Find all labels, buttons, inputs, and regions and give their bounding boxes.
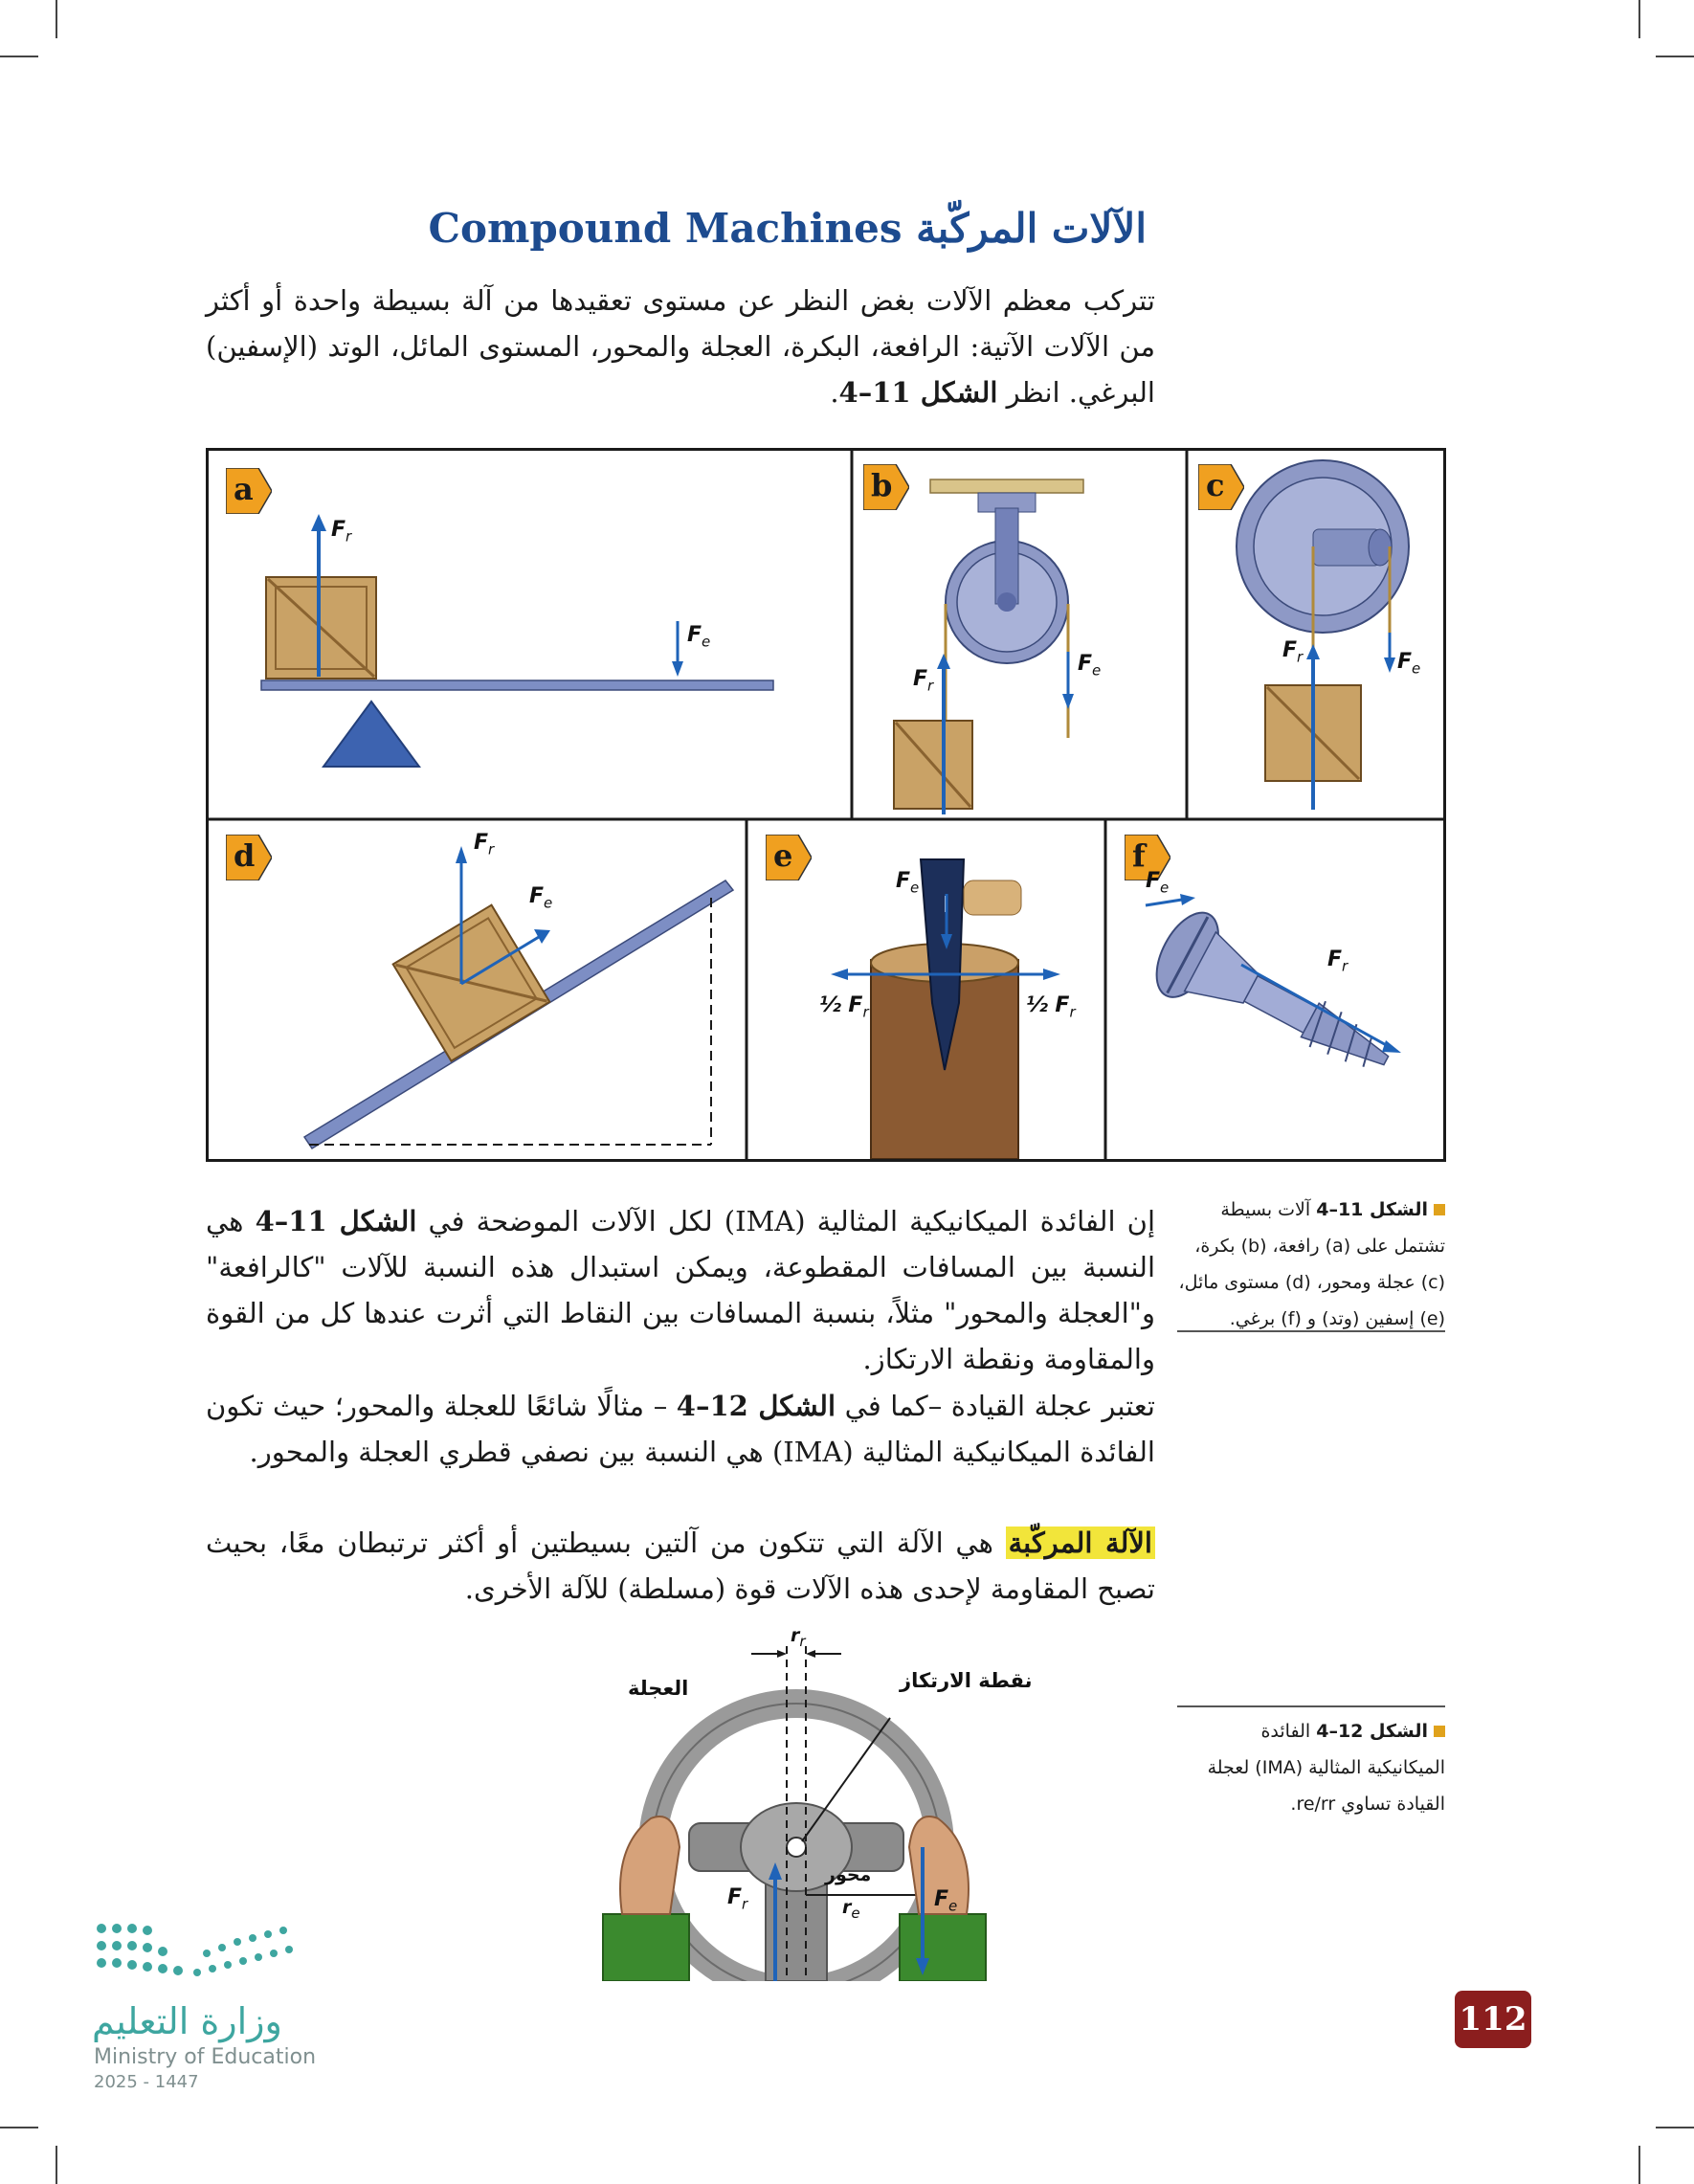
caption-label: الشكل 12–4 bbox=[1316, 1721, 1428, 1742]
figure-12-caption bbox=[1177, 1713, 1445, 1822]
crop-mark bbox=[56, 0, 57, 38]
panel-a-lever bbox=[209, 451, 850, 817]
label-fr: $F_r$ bbox=[727, 1885, 748, 1913]
caption-marker bbox=[1434, 1726, 1445, 1737]
label-fr: $F_r$ bbox=[1327, 947, 1349, 975]
figure-12-4 bbox=[574, 1627, 1110, 1981]
figure-11-caption bbox=[1177, 1192, 1445, 1337]
edition-year: 2025 - 1447 bbox=[94, 2072, 199, 2092]
panel-f-screw bbox=[1107, 821, 1443, 1159]
figure-reference[interactable]: الشكل 12–4 bbox=[676, 1390, 836, 1422]
lever-illustration bbox=[209, 451, 850, 817]
label-axle: محور bbox=[825, 1864, 872, 1885]
crop-mark bbox=[1656, 2127, 1694, 2128]
label-fr: $F_r$ bbox=[1282, 638, 1304, 666]
label-fe: $F_e$ bbox=[529, 884, 553, 912]
ministry-logo-icon bbox=[92, 1919, 302, 1991]
panel-e-wedge bbox=[748, 821, 1103, 1159]
tag-e: e bbox=[766, 835, 812, 880]
ministry-name-ar: وزارة التعليم bbox=[92, 2000, 282, 2042]
section-title-en: Compound Machines bbox=[428, 205, 903, 252]
panel-c-wheel-axle bbox=[1189, 451, 1443, 817]
figure-reference[interactable]: الشكل 11–4 bbox=[838, 376, 998, 409]
crop-mark bbox=[1638, 2146, 1640, 2184]
paragraph-compound-definition: الآلة المركّبة هي الآلة التي تتكون من آلتين بسيطتين أو أكثر ترتبطان معًا، بحيث تصبح المقاومة لإحدى هذه الآلات قوة (مسلطة) للآلة الأخرى. bbox=[206, 1527, 1155, 1605]
crop-mark bbox=[0, 2127, 38, 2128]
label-fe: $F_e$ bbox=[1397, 650, 1421, 678]
tag-b: b bbox=[863, 464, 909, 510]
label-fe: $F_e$ bbox=[934, 1887, 958, 1915]
label-rr: $r_r$ bbox=[791, 1625, 806, 1650]
caption-text: الفائدة الميكانيكية المثالية (IMA) لعجلة القيادة تساوي re/rr. bbox=[1207, 1721, 1445, 1815]
tag-c: c bbox=[1198, 464, 1244, 510]
ministry-name-en: Ministry of Education bbox=[94, 2045, 317, 2069]
tag-d: d bbox=[226, 835, 272, 880]
label-fe: $F_e$ bbox=[896, 869, 920, 897]
paragraph-ima: إن الفائدة الميكانيكية المثالية (IMA) لكل الآلات الموضحة في الشكل 11–4 هي النسبة بين المسافات المقطوعة، ويمكن استبدال هذه النسبة للآلات "كالرافعة" و"العجلة والمحور" مثلاً، بنسبة المسافات بين النقاط التي أثرت عندها كل من القوة والمقاومة ونقطة الارتكاز. bbox=[206, 1205, 1155, 1375]
crop-mark bbox=[56, 2146, 57, 2184]
panel-b-pulley bbox=[854, 451, 1185, 817]
page-number: 112 bbox=[1455, 1991, 1531, 2048]
label-fr: $F_r$ bbox=[474, 831, 495, 858]
tag-f: f bbox=[1125, 835, 1170, 880]
panel-d-inclined-plane bbox=[209, 821, 745, 1159]
label-fulcrum: نقطة الارتكاز bbox=[900, 1669, 1033, 1692]
caption-text: آلات بسيطة تشتمل على (a) رافعة، (b) بكرة، (c) عجلة ومحور، (d) مستوى مائل، (e) إسفين (وتد) و (f) برغي. bbox=[1178, 1199, 1445, 1329]
label-half-fr-left: ½ $F_r$ bbox=[819, 993, 869, 1021]
intro-end: . bbox=[830, 376, 839, 409]
label-fr: $F_r$ bbox=[913, 667, 934, 695]
label-fe: $F_e$ bbox=[1146, 869, 1170, 897]
label-half-fr-right: ½ $F_r$ bbox=[1026, 993, 1076, 1021]
label-wheel: العجلة bbox=[628, 1677, 689, 1700]
caption-rule bbox=[1177, 1705, 1445, 1707]
label-fr: $F_r$ bbox=[331, 518, 352, 546]
caption-rule bbox=[1177, 1330, 1445, 1332]
intro-paragraph bbox=[206, 278, 1155, 415]
crop-mark bbox=[1638, 0, 1640, 38]
paragraph-steering-wheel: تعتبر عجلة القيادة –كما في الشكل 12–4 – مثالًا شائعًا للعجلة والمحور؛ حيث تكون الفائدة الميكانيكية المثالية (IMA) هي النسبة بين نصفي قطري العجلة والمحور. bbox=[206, 1390, 1155, 1468]
crop-mark bbox=[1656, 56, 1694, 57]
caption-marker bbox=[1434, 1204, 1445, 1215]
label-fe: $F_e$ bbox=[687, 623, 711, 651]
inclined-plane-illustration bbox=[209, 821, 745, 1159]
tag-a: a bbox=[226, 468, 272, 514]
section-title-ar: الآلات المركّبة bbox=[916, 205, 1147, 252]
intro-text: تتركب معظم الآلات بغض النظر عن مستوى تعقيدها من آلة بسيطة واحدة أو أكثر من الآلات الآتية: الرافعة، البكرة، العجلة والمحور، المستوى المائل، الوتد (الإسفين) البرغي. انظر bbox=[206, 284, 1155, 409]
figure-11-4 bbox=[206, 448, 1446, 1162]
figure-reference[interactable]: الشكل 11–4 bbox=[255, 1205, 417, 1237]
label-fe: $F_e$ bbox=[1078, 652, 1102, 680]
label-re: $r_e$ bbox=[842, 1897, 860, 1922]
section-title bbox=[429, 205, 1147, 252]
crop-mark bbox=[0, 56, 38, 57]
key-term: الآلة المركّبة bbox=[1006, 1527, 1155, 1559]
caption-label: الشكل 11–4 bbox=[1316, 1199, 1428, 1220]
